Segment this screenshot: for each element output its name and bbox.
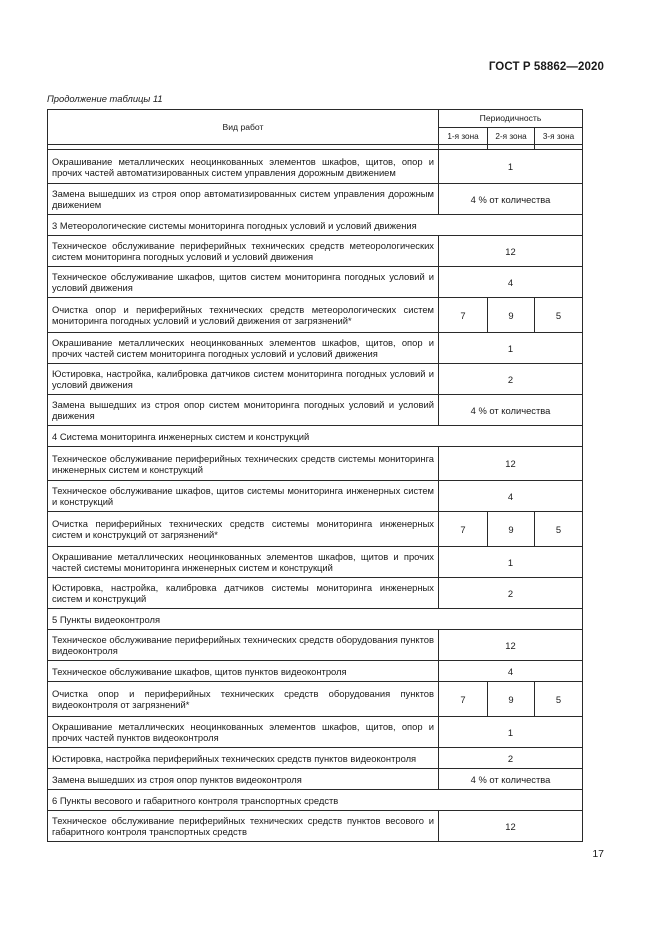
table-row (48, 364, 583, 395)
periodicity-value: 4 % от количества (439, 184, 583, 215)
table-row (48, 717, 583, 748)
periodicity-value: 1 (439, 150, 583, 184)
work-description: Юстировка, настройка, калибровка датчиков системы мониторинга инженерных систем и конструкций (48, 578, 439, 609)
table-row (48, 447, 583, 481)
work-description: Техническое обслуживание периферийных технических средств оборудования пунктов видеоконтроля (48, 630, 439, 661)
periodicity-value: 4 (439, 481, 583, 512)
periodicity-value: 12 (439, 236, 583, 267)
table-row (48, 682, 583, 717)
table-row (48, 811, 583, 842)
periodicity-value: 12 (439, 447, 583, 481)
section-row (48, 215, 583, 236)
work-description: Замена вышедших из строя опор автоматизированных систем управления дорожным движением (48, 184, 439, 215)
zone-3-value: 5 (535, 298, 583, 333)
periodicity-value: 2 (439, 578, 583, 609)
periodicity-value: 12 (439, 630, 583, 661)
standard-designation: ГОСТ Р 58862—2020 (488, 61, 604, 73)
table-row (48, 512, 583, 547)
table-row (48, 184, 583, 215)
work-description: Окрашивание металлических неоцинкованных элементов шкафов, щитов и прочих частей системы мониторинга инженерных систем и конструкций (48, 547, 439, 578)
zone-2-value: 9 (488, 512, 535, 547)
work-description: Техническое обслуживание шкафов, щитов системы мониторинга инженерных систем и конструкций (48, 481, 439, 512)
header-zone-1: 1-я зона (439, 128, 488, 145)
table-row (48, 578, 583, 609)
zone-2-value: 9 (488, 682, 535, 717)
work-description: Окрашивание металлических неоцинкованных элементов шкафов, щитов, опор и прочих частей пунктов видеоконтроля (48, 717, 439, 748)
work-description: Замена вышедших из строя опор систем мониторинга погодных условий и условий движения (48, 395, 439, 426)
periodicity-value: 4 % от количества (439, 395, 583, 426)
table-row (48, 630, 583, 661)
header-zone-3: 3-я зона (535, 128, 583, 145)
table-row (48, 267, 583, 298)
section-row (48, 790, 583, 811)
zone-1-value: 7 (439, 298, 488, 333)
periodicity-value: 1 (439, 547, 583, 578)
table-row (48, 150, 583, 184)
work-description: Очистка опор и периферийных технических средств оборудования пунктов видеоконтроля от загрязнений* (48, 682, 439, 717)
table-row (48, 395, 583, 426)
table-caption: Продолжение таблицы 11 (47, 93, 163, 104)
section-row (48, 426, 583, 447)
periodicity-value: 4 (439, 661, 583, 682)
work-description: Очистка опор и периферийных технических средств метеорологических систем мониторинга погодных условий и условий движения от загрязнений* (48, 298, 439, 333)
work-description: Техническое обслуживание шкафов, щитов пунктов видеоконтроля (48, 661, 439, 682)
zone-3-value: 5 (535, 512, 583, 547)
zone-1-value: 7 (439, 682, 488, 717)
section-row (48, 609, 583, 630)
work-description: Техническое обслуживание периферийных технических средств пунктов весового и габаритного контроля транспортных средств (48, 811, 439, 842)
zone-1-value: 7 (439, 512, 488, 547)
section-title: 3 Метеорологические системы мониторинга погодных условий и условий движения (48, 215, 583, 236)
table-row (48, 769, 583, 790)
maintenance-table (47, 109, 583, 842)
table-row (48, 333, 583, 364)
zone-2-value: 9 (488, 298, 535, 333)
work-description: Юстировка, настройка, калибровка датчиков систем мониторинга погодных условий и условий движения (48, 364, 439, 395)
table-row (48, 236, 583, 267)
work-description: Окрашивание металлических неоцинкованных элементов шкафов, щитов, опор и прочих частей систем мониторинга погодных условий и условий движения (48, 333, 439, 364)
periodicity-value: 4 (439, 267, 583, 298)
work-description: Техническое обслуживание периферийных технических средств метеорологических систем мониторинга погодных условий и условий движения (48, 236, 439, 267)
section-title: 5 Пункты видеоконтроля (48, 609, 583, 630)
table-row (48, 481, 583, 512)
table-row (48, 748, 583, 769)
work-description: Очистка периферийных технических средств системы мониторинга инженерных систем и конструкций от загрязнений* (48, 512, 439, 547)
periodicity-value: 4 % от количества (439, 769, 583, 790)
zone-3-value: 5 (535, 682, 583, 717)
header-work-type: Вид работ (48, 110, 439, 145)
periodicity-value: 2 (439, 364, 583, 395)
periodicity-value: 1 (439, 717, 583, 748)
section-title: 4 Система мониторинга инженерных систем и конструкций (48, 426, 583, 447)
section-title: 6 Пункты весового и габаритного контроля транспортных средств (48, 790, 583, 811)
work-description: Замена вышедших из строя опор пунктов видеоконтроля (48, 769, 439, 790)
header-zone-2: 2-я зона (488, 128, 535, 145)
page-number: 17 (592, 848, 604, 860)
work-description: Юстировка, настройка периферийных технических средств пунктов видеоконтроля (48, 748, 439, 769)
work-description: Техническое обслуживание шкафов, щитов систем мониторинга погодных условий и условий движения (48, 267, 439, 298)
periodicity-value: 1 (439, 333, 583, 364)
table-row (48, 661, 583, 682)
table-body (48, 150, 583, 842)
header-periodicity: Периодичность (439, 110, 583, 128)
table-row (48, 547, 583, 578)
work-description: Окрашивание металлических неоцинкованных элементов шкафов, щитов, опор и прочих частей автоматизированных систем управления дорожным движением (48, 150, 439, 184)
periodicity-value: 2 (439, 748, 583, 769)
table-row (48, 298, 583, 333)
work-description: Техническое обслуживание периферийных технических средств системы мониторинга инженерных систем и конструкций (48, 447, 439, 481)
periodicity-value: 12 (439, 811, 583, 842)
